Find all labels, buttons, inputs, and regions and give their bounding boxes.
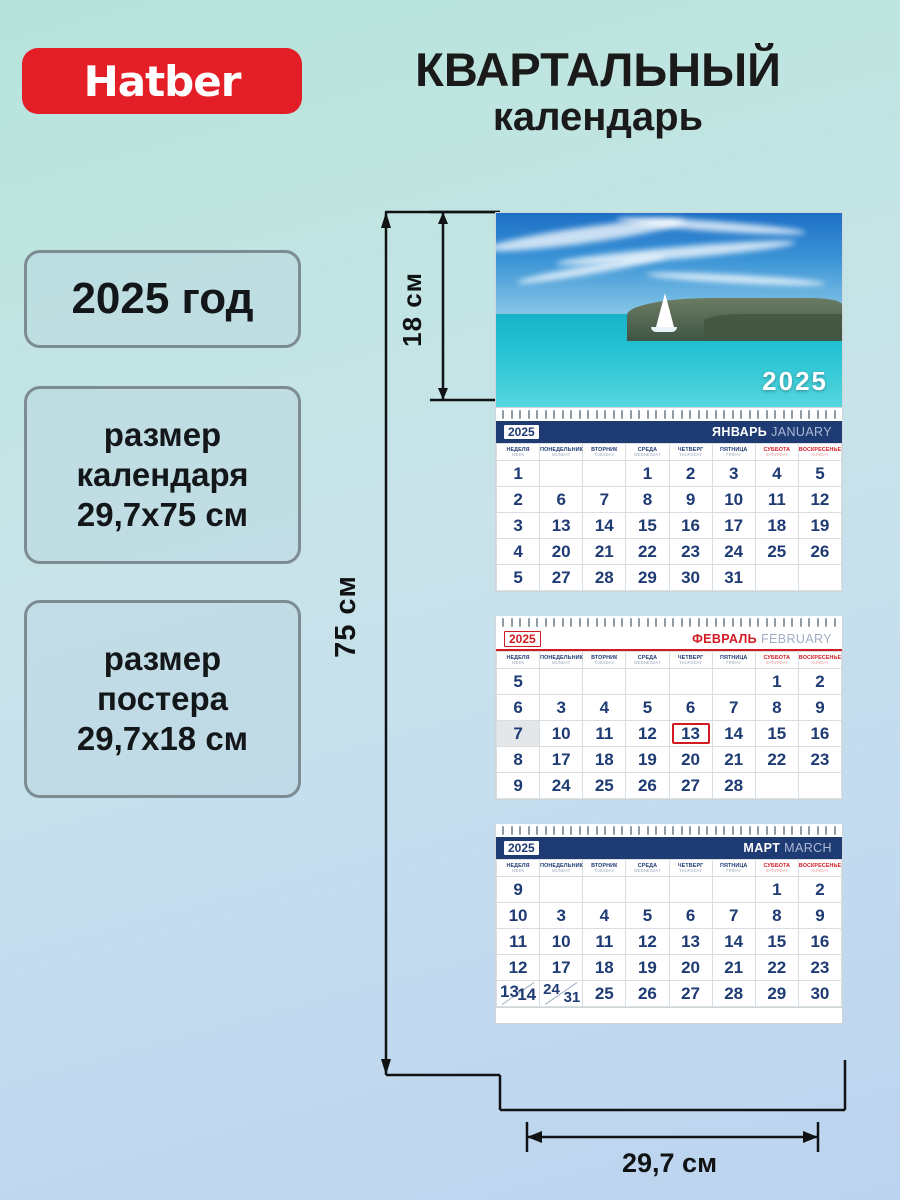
day-cell: 29: [626, 565, 669, 591]
day-cell: 24 31: [540, 981, 583, 1007]
day-cell: 23: [669, 539, 712, 565]
dimension-label-poster-height: 18 см: [397, 272, 427, 347]
day-cell-empty: [583, 877, 626, 903]
day-cell-empty: [712, 669, 755, 695]
day-cell-empty: [583, 669, 626, 695]
header-tuesday: ВТОРНИК TUESDAY: [583, 444, 626, 461]
info-box-calendar-size: [24, 386, 301, 564]
page-title: [318, 43, 878, 139]
header-monday: ПОНЕДЕЛЬНИК MONDAY: [540, 444, 583, 461]
day-cell: 12: [626, 929, 669, 955]
day-cell: 15: [755, 929, 798, 955]
day-cell: 11: [755, 487, 798, 513]
day-cell: 16: [798, 929, 841, 955]
day-cell: 21: [583, 539, 626, 565]
header-saturday: СУББОТА SATURDAY: [755, 652, 798, 669]
day-cell-empty: [626, 669, 669, 695]
week-number-cell: 9: [497, 773, 540, 799]
coastline-far: [704, 314, 842, 337]
day-cell: 31: [712, 565, 755, 591]
day-cell: 1: [755, 877, 798, 903]
sailboat-icon: [656, 293, 674, 327]
day-cell: 7: [712, 695, 755, 721]
month-header: [496, 629, 842, 651]
header-wednesday: СРЕДА WEDNESDAY: [626, 860, 669, 877]
day-cell: 18: [755, 513, 798, 539]
day-cell: 2: [669, 461, 712, 487]
week-row: [497, 955, 842, 981]
day-cell: 22: [755, 955, 798, 981]
day-cell: 21: [712, 747, 755, 773]
day-cell: 5: [626, 695, 669, 721]
spiral-binding: [495, 408, 843, 421]
day-cell: 9: [798, 903, 841, 929]
day-cell: 23: [798, 955, 841, 981]
header-monday: ПОНЕДЕЛЬНИК MONDAY: [540, 860, 583, 877]
week-row: [497, 669, 842, 695]
day-cell: 3: [540, 903, 583, 929]
day-cell-empty: [755, 565, 798, 591]
day-cell: 8: [626, 487, 669, 513]
day-cell: 6: [540, 487, 583, 513]
title-line-1: КВАРТАЛЬНЫЙ: [415, 43, 781, 96]
day-cell: 25: [755, 539, 798, 565]
month-header: [496, 421, 842, 443]
day-cell: 26: [798, 539, 841, 565]
info-box-calendar-size-label: размер календаря 29,7х75 см: [76, 415, 249, 534]
header-friday: ПЯТНИЦА FRIDAY: [712, 444, 755, 461]
day-cell: 13: [669, 721, 712, 747]
day-cell: 8: [755, 695, 798, 721]
day-cell-empty: [540, 669, 583, 695]
day-cell: 26: [626, 981, 669, 1007]
header-sunday: ВОСКРЕСЕНЬЕ SUNDAY: [798, 860, 841, 877]
day-cell: 28: [583, 565, 626, 591]
week-row: [497, 487, 842, 513]
page-header: [0, 0, 900, 175]
title-line-2: календарь: [492, 94, 704, 139]
header-saturday: СУББОТА SATURDAY: [755, 444, 798, 461]
day-cell-empty: [540, 461, 583, 487]
day-cell: 19: [626, 747, 669, 773]
day-cell: 3: [712, 461, 755, 487]
dimension-label-width: 29,7 см: [622, 1148, 718, 1178]
day-cell: 24: [540, 773, 583, 799]
info-box-year: [24, 250, 301, 348]
month-block-february: [495, 629, 843, 800]
day-cell: 10: [540, 721, 583, 747]
info-box-poster-size-label: размер постера 29,7х18 см: [76, 639, 249, 758]
day-cell: 15: [626, 513, 669, 539]
spiral-binding: [495, 616, 843, 629]
week-number-cell: 10: [497, 903, 540, 929]
week-number-cell: 6: [497, 695, 540, 721]
week-number-cell: 7: [497, 721, 540, 747]
day-cell: 11: [583, 929, 626, 955]
day-cell: 30: [798, 981, 841, 1007]
day-cell: 22: [626, 539, 669, 565]
header-week: НЕДЕЛЯ WEEK: [497, 444, 540, 461]
brand-name: Hatber: [83, 56, 241, 106]
day-cell: 20: [669, 747, 712, 773]
day-cell-empty: [798, 773, 841, 799]
month-grid: [496, 443, 842, 591]
month-grid: [496, 859, 842, 1007]
day-cell: 6: [669, 695, 712, 721]
week-row: [497, 461, 842, 487]
month-block-january: [495, 421, 843, 592]
day-cell: 4: [583, 903, 626, 929]
week-row: [497, 695, 842, 721]
month-name: МАРТ MARCH: [743, 841, 832, 855]
week-number-cell: 11: [497, 929, 540, 955]
day-cell: 5: [798, 461, 841, 487]
month-name: ФЕВРАЛЬ FEBRUARY: [692, 632, 832, 646]
hatber-logo: [22, 48, 302, 114]
day-cell: 16: [669, 513, 712, 539]
day-cell: 7: [583, 487, 626, 513]
header-saturday: СУББОТА SATURDAY: [755, 860, 798, 877]
week-row: [497, 929, 842, 955]
day-cell: 14: [583, 513, 626, 539]
day-cell: 30: [669, 565, 712, 591]
day-cell: 28: [712, 981, 755, 1007]
day-cell: 19: [798, 513, 841, 539]
week-number-cell: 12: [497, 955, 540, 981]
header-week: НЕДЕЛЯ WEEK: [497, 860, 540, 877]
day-cell: 1: [626, 461, 669, 487]
week-row: [497, 981, 842, 1007]
day-cell: 15: [755, 721, 798, 747]
week-number-cell: 4: [497, 539, 540, 565]
header-wednesday: СРЕДА WEDNESDAY: [626, 652, 669, 669]
sailboat-hull: [651, 327, 677, 332]
day-cell: 13: [669, 929, 712, 955]
poster-year-label: 2025: [762, 366, 828, 396]
month-block-march: [495, 837, 843, 1008]
day-cell: 5: [626, 903, 669, 929]
header-week: НЕДЕЛЯ WEEK: [497, 652, 540, 669]
header-tuesday: ВТОРНИК TUESDAY: [583, 860, 626, 877]
day-cell: 27: [540, 565, 583, 591]
day-cell: 2: [798, 669, 841, 695]
week-number-cell: 2: [497, 487, 540, 513]
header-thursday: ЧЕТВЕРГ THURSDAY: [669, 444, 712, 461]
week-number-cell: 1: [497, 461, 540, 487]
month-header: [496, 837, 842, 859]
day-cell-empty: [798, 565, 841, 591]
week-row: [497, 903, 842, 929]
header-sunday: ВОСКРЕСЕНЬЕ SUNDAY: [798, 652, 841, 669]
day-cell-empty: [626, 877, 669, 903]
day-cell: 23: [798, 747, 841, 773]
day-cell: 1: [755, 669, 798, 695]
month-year-tag: 2025: [504, 841, 539, 855]
day-cell: 4: [583, 695, 626, 721]
day-cell: 17: [540, 955, 583, 981]
week-number-cell: 9: [497, 877, 540, 903]
header-friday: ПЯТНИЦА FRIDAY: [712, 860, 755, 877]
month-year-tag: 2025: [504, 425, 539, 439]
week-row: [497, 513, 842, 539]
day-cell: 16: [798, 721, 841, 747]
day-cell-empty: [583, 461, 626, 487]
day-cell: 4: [755, 461, 798, 487]
header-monday: ПОНЕДЕЛЬНИК MONDAY: [540, 652, 583, 669]
day-cell-empty: [669, 669, 712, 695]
spiral-binding: [495, 824, 843, 837]
week-number-cell: 8: [497, 747, 540, 773]
day-cell: 9: [798, 695, 841, 721]
week-row: [497, 747, 842, 773]
day-cell: 27: [669, 981, 712, 1007]
day-cell: 17: [712, 513, 755, 539]
day-cell: 12: [798, 487, 841, 513]
week-number-cell: 5: [497, 565, 540, 591]
day-cell: 8: [755, 903, 798, 929]
week-number-cell: 5: [497, 669, 540, 695]
day-cell: 3: [540, 695, 583, 721]
header-thursday: ЧЕТВЕРГ THURSDAY: [669, 652, 712, 669]
day-cell: 28: [712, 773, 755, 799]
day-cell: 26: [626, 773, 669, 799]
week-row: [497, 565, 842, 591]
day-cell: 21: [712, 955, 755, 981]
day-cell: 17: [540, 747, 583, 773]
week-row: [497, 877, 842, 903]
header-friday: ПЯТНИЦА FRIDAY: [712, 652, 755, 669]
month-name: ЯНВАРЬ JANUARY: [712, 425, 832, 439]
day-cell: 19: [626, 955, 669, 981]
day-cell: 11: [583, 721, 626, 747]
day-cell: 6: [669, 903, 712, 929]
week-row: [497, 773, 842, 799]
day-cell: 27: [669, 773, 712, 799]
day-cell: 20: [669, 955, 712, 981]
dimension-label-total-height: 75 см: [330, 575, 362, 658]
day-cell: 9: [669, 487, 712, 513]
day-cell: 2: [798, 877, 841, 903]
day-cell: 25: [583, 773, 626, 799]
day-cell: 14: [712, 929, 755, 955]
calendar-product: [495, 212, 843, 1024]
day-cell: 24: [712, 539, 755, 565]
day-cell-empty: [540, 877, 583, 903]
day-cell-empty: [712, 877, 755, 903]
day-cell: 10: [540, 929, 583, 955]
day-cell: 18: [583, 955, 626, 981]
day-cell: 14: [712, 721, 755, 747]
week-number-cell: 13 14: [497, 981, 540, 1007]
month-grid: [496, 651, 842, 799]
calendar-footer-strip: [495, 1008, 843, 1024]
month-year-tag: 2025: [504, 631, 541, 647]
header-wednesday: СРЕДА WEDNESDAY: [626, 444, 669, 461]
day-cell: 20: [540, 539, 583, 565]
header-sunday: ВОСКРЕСЕНЬЕ SUNDAY: [798, 444, 841, 461]
poster-image: [495, 212, 843, 408]
day-cell: 25: [583, 981, 626, 1007]
day-cell: 22: [755, 747, 798, 773]
day-cell-empty: [669, 877, 712, 903]
day-cell: 29: [755, 981, 798, 1007]
day-cell: 13: [540, 513, 583, 539]
day-cell: 12: [626, 721, 669, 747]
day-cell-empty: [755, 773, 798, 799]
day-cell: 10: [712, 487, 755, 513]
week-row: [497, 539, 842, 565]
week-number-cell: 3: [497, 513, 540, 539]
info-box-year-label: 2025 год: [71, 274, 254, 323]
info-box-poster-size: [24, 600, 301, 798]
day-cell: 18: [583, 747, 626, 773]
day-cell: 7: [712, 903, 755, 929]
week-row: [497, 721, 842, 747]
header-thursday: ЧЕТВЕРГ THURSDAY: [669, 860, 712, 877]
header-tuesday: ВТОРНИК TUESDAY: [583, 652, 626, 669]
